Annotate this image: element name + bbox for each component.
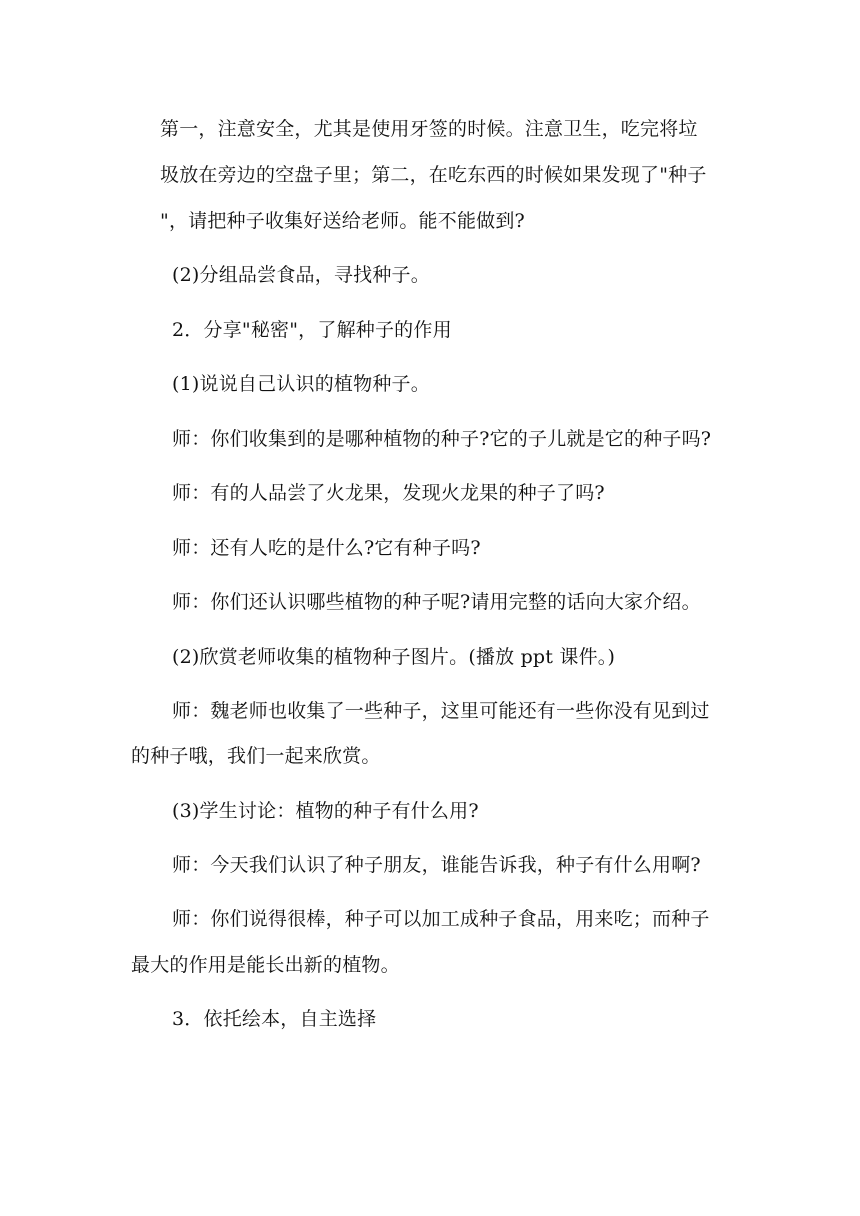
paragraph-line: "，请把种子收集好送给老师。能不能做到? xyxy=(160,210,525,232)
paragraph-line: 的种子哦，我们一起来欣赏。 xyxy=(131,745,381,767)
section-heading: 2．分享"秘密"，了解种子的作用 xyxy=(172,319,452,341)
section-heading: 3．依托绘本，自主选择 xyxy=(172,1008,377,1030)
paragraph-line: 师：今天我们认识了种子朋友，谁能告诉我，种子有什么用啊? xyxy=(172,854,701,876)
paragraph-line: 师：有的人品尝了火龙果，发现火龙果的种子了吗? xyxy=(172,482,605,504)
paragraph-line: 最大的作用是能长出新的植物。 xyxy=(131,954,400,976)
paragraph-line: (2)分组品尝食品，寻找种子。 xyxy=(172,264,430,286)
paragraph-line: 第一，注意安全，尤其是使用牙签的时候。注意卫生，吃完将垃 xyxy=(160,118,698,140)
paragraph-line: (2)欣赏老师收集的植物种子图片。(播放 ppt 课件。) xyxy=(172,646,616,668)
paragraph-line: 圾放在旁边的空盘子里；第二，在吃东西的时候如果发现了"种子 xyxy=(160,164,707,186)
paragraph-line: (1)说说自己认识的植物种子。 xyxy=(172,373,430,395)
paragraph-line: (3)学生讨论：植物的种子有什么用? xyxy=(172,800,479,822)
paragraph-line: 师：你们收集到的是哪种植物的种子?它的子儿就是它的种子吗? xyxy=(172,428,712,450)
paragraph-line: 师：你们还认识哪些植物的种子呢?请用完整的话向大家介绍。 xyxy=(172,591,701,613)
paragraph-line: 师：还有人吃的是什么?它有种子吗? xyxy=(172,537,481,559)
paragraph-line: 师：你们说得很棒，种子可以加工成种子食品，用来吃；而种子 xyxy=(172,908,710,930)
paragraph-line: 师：魏老师也收集了一些种子，这里可能还有一些你没有见到过 xyxy=(172,700,710,722)
